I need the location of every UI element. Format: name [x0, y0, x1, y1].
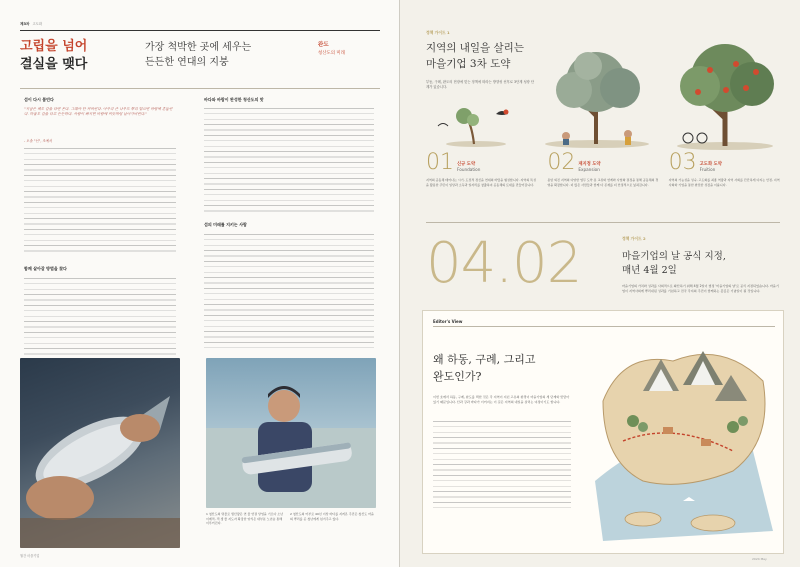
col1-body-text — [24, 148, 176, 256]
editor-body-intro: 이번 호에서 하동, 구례, 완도를 택한 것은 각 지역이 지닌 고유의 환경이 마을기업의 세 단계와 맞닿아 있기 때문입니다. 산과 강과 바다가 이어지는 이 길은 지역의 내일을 살리는 여정이기도 합니다. — [433, 395, 570, 404]
stage-3-number: 03 — [668, 150, 697, 175]
page-header — [20, 22, 42, 27]
subhead-line-2: 든든한 연대의 지붕 — [145, 57, 229, 68]
guide2-title — [622, 250, 782, 278]
guide2-body: 마을기업의 가치와 성과를 사회적으로 확산하기 위해 4월 2일이 법정 '마을기업의 날'로 공식 지정되었습니다. 마을기업이 지역사회에 뿌리내린 성과를 기념하고 전국 각지의 주민이 함께하는 뜻깊은 기념일이 될 것입니다. — [622, 284, 779, 293]
guide1-title-line-2: 마을기업 3차 도약 — [426, 58, 511, 70]
region-map-illustration — [583, 331, 779, 549]
stage-2 — [547, 152, 658, 202]
editor-body-lines — [433, 421, 571, 511]
region-label — [318, 40, 378, 56]
subhead — [145, 40, 305, 70]
guide2-label: 정책 가이드 2 — [622, 236, 646, 241]
guide1-intro: 부동, 구례, 완도의 현장에 맞는 정책에 따라는 방향성 선후로 3단계 성장 단계가 있습니다. — [426, 80, 535, 90]
issue-chip: 제3차 — [20, 22, 30, 26]
stage-1-desc: 지역의 공동체 태어나는 시기, 도전적 정신을 연대의 바탕을 형성합니다. 지역의 특성을 활용한 주민이 일상과 소득과 일자리를 창출하여 공동체의 토대를 만들어갑니다. — [426, 178, 536, 187]
region-name: 완도 — [318, 42, 329, 48]
stage-2-en: Expansion — [578, 167, 600, 172]
main-headline — [20, 38, 130, 74]
footer-right: 2024 May — [752, 557, 767, 561]
stage-3-en: Fruition — [699, 167, 716, 172]
big-date: 04.02 — [426, 231, 582, 296]
caption-2: 2 청산도의 어부로 40년 이상 바다를 지켜온 주민은 청산도 마을의 뿌리를 곧 청년에게 넘겨주고 있다. — [290, 512, 374, 521]
guide2-title-line-1: 마을기업의 날 공식 지정, — [622, 251, 726, 262]
stages-row — [426, 152, 780, 202]
guide1-label: 정책 가이드 1 — [426, 30, 450, 35]
stage-3-tag: 고도화 도약 — [699, 162, 722, 167]
stage-2-desc: 용암 외진 지역의 다양한 업무 도약 분 교류와 연계와 사업화 결정을 통해 공동체의 경영을 확장합니다. 더 많은 사람들과 함께 다 존재를 더 안정적으로 넓혀갑니다. — [547, 178, 659, 187]
headline-black: 결실을 맺다 — [20, 57, 88, 72]
fisherman-photo — [206, 358, 376, 508]
right-page — [400, 0, 800, 567]
footer-left: 월간 마을기업 — [20, 554, 40, 558]
stage3-illustration — [670, 40, 780, 152]
stage-2-tag: 재지정 도약 — [578, 162, 601, 167]
guide2-title-line-2: 매년 4월 2일 — [622, 265, 677, 276]
headline-red: 고립을 넘어 — [20, 39, 88, 54]
stage-3-desc: 지역의 가능성을 성숙, 고도화를 최종 역량과 지역 사회를 단단하게 다지는 안정, 지역사회와 기업을 통한 완전한 성장을 이룹니다. — [668, 178, 780, 187]
col2-heading: 바다와 바람이 완성한 청산도의 맛 — [204, 97, 264, 102]
stage-1-tag: 신규 도약 — [457, 162, 476, 167]
stage-2-number: 02 — [547, 150, 576, 175]
stage2-illustration — [536, 44, 658, 150]
stage-3 — [669, 152, 780, 202]
col2b-body-text — [204, 234, 374, 348]
stage-1-en: Foundation — [457, 167, 481, 172]
col1b-heading: 함께 살아갈 방법을 찾다 — [24, 266, 67, 271]
stage-1 — [426, 152, 537, 202]
editor-view-card — [422, 310, 784, 554]
editor-label: Editor's View — [433, 319, 463, 324]
editor-title-line-1: 왜 하동, 구례, 그리고 — [433, 353, 536, 366]
caption-1: 1 청산도의 명물로 생산량은 연 물 연결 상업을 기르다 소년 이례적, 객 생 줄 지도자 확장한 양식은 대부분 노년층 통해 이루어진다. — [206, 512, 284, 526]
section-chip: 고도화 — [32, 22, 43, 26]
col1-quote-attr: - 오솔 "선", 조예서 — [24, 139, 53, 143]
guide1-title-line-1: 지역의 내일을 살리는 — [426, 42, 524, 54]
stage-1-number: 01 — [426, 150, 454, 175]
col1-heading: 섬이 다시 붐빈다 — [24, 97, 54, 102]
editor-title — [433, 351, 583, 385]
editor-title-line-2: 완도인가? — [433, 370, 482, 383]
region-sub: 청산도의 미래 — [318, 51, 345, 56]
col2b-heading: 섬의 미래를 지키는 사람 — [204, 222, 247, 227]
subhead-line-1: 가장 척박한 곳에 세우는 — [145, 42, 252, 53]
fish-photo — [20, 358, 180, 548]
col1-quote: "지금은 배도 갈을 타면 온다. 그래야 안 켜버린다. 아무리 큰 나무도 뿌리 얕으면 바람에 흔들린다. 마을도 갈을 타고 든든하다. 사람이 빠지면 바람에 씨앗처럼 날아가버린다." — [24, 107, 173, 117]
col2-body-text — [204, 108, 374, 212]
stage1-illustration — [426, 96, 526, 148]
